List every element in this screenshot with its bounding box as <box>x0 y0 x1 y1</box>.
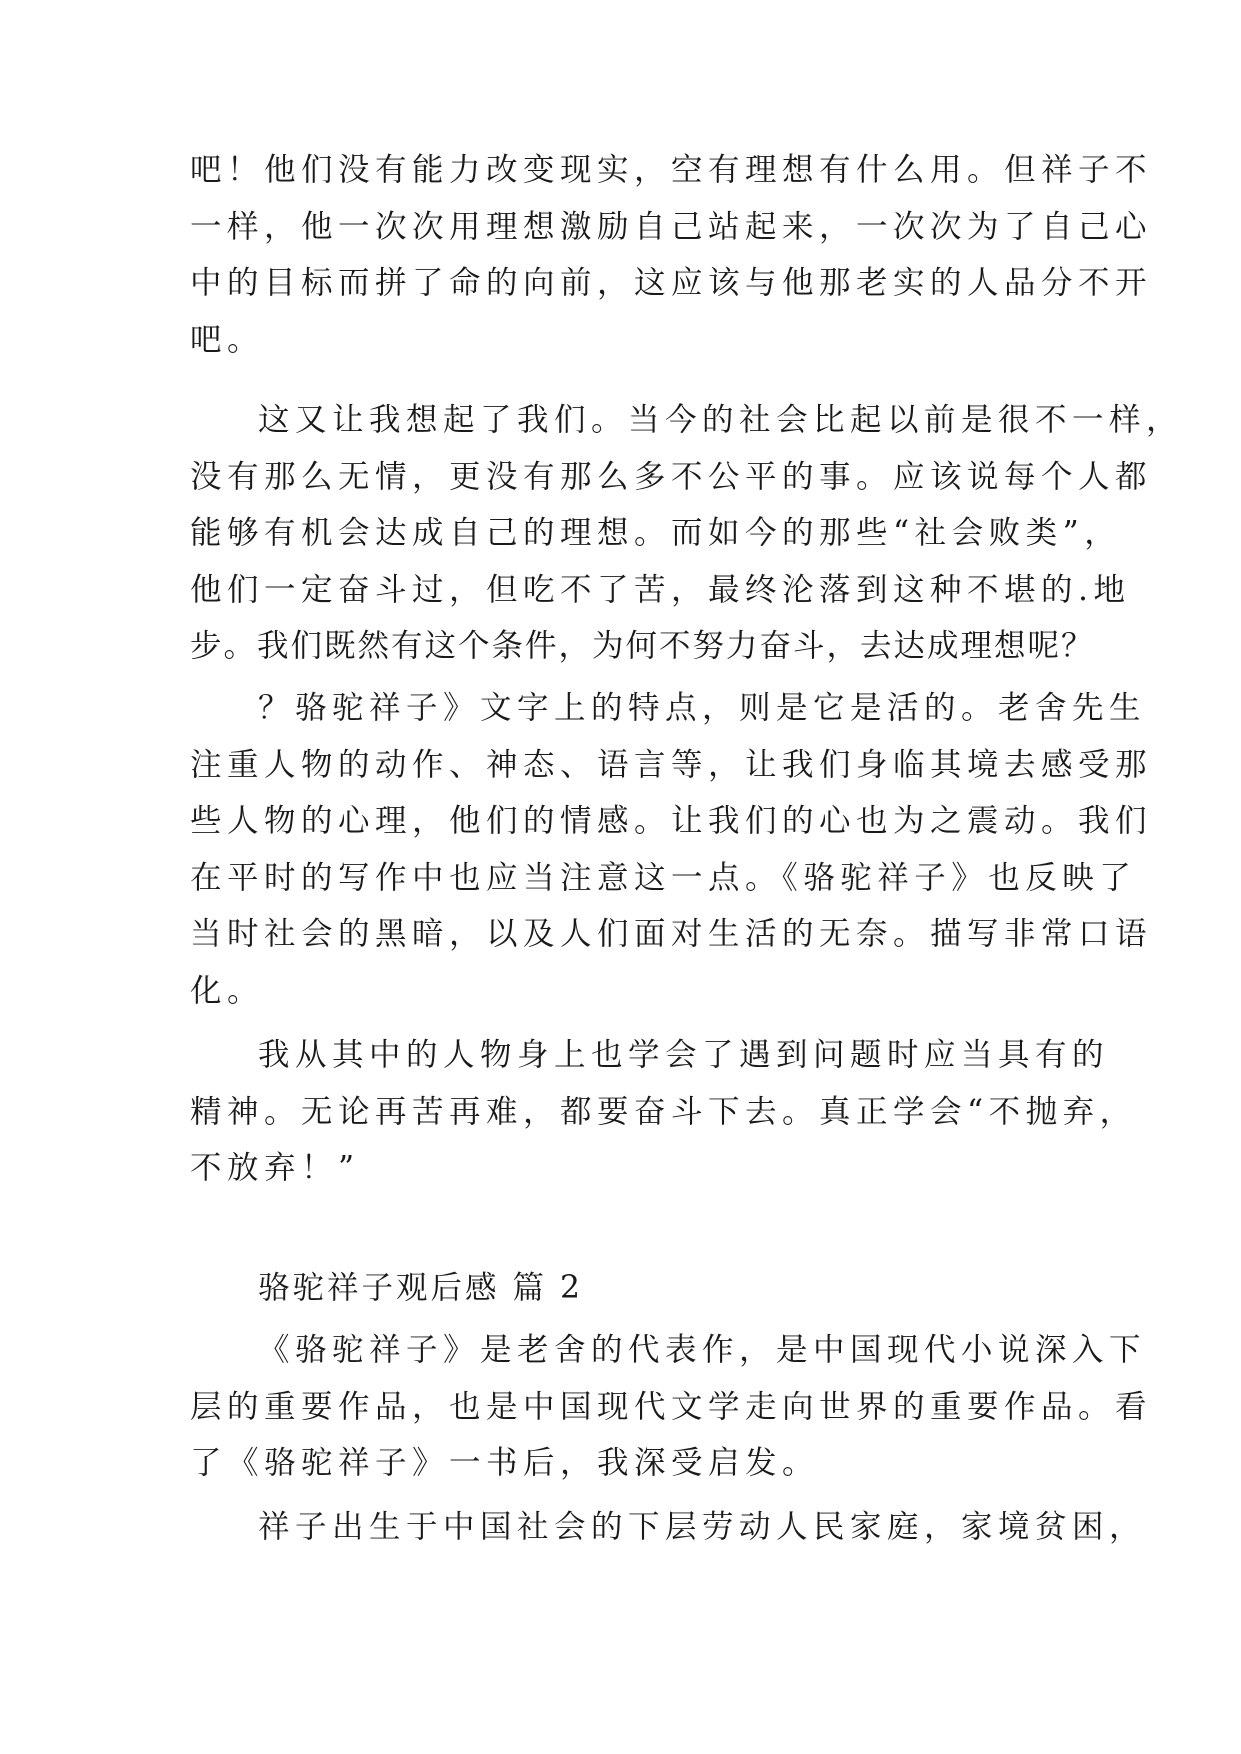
paragraph-line: 祥子出生于中国社会的下层劳动人民家庭，家境贫困， <box>258 1509 1147 1545</box>
paragraph-line: 能够有机会达成自己的理想。而如今的那些“社会败类”， <box>190 515 1122 551</box>
paragraph-line: 《骆驼祥子》是老舍的代表作，是中国现代小说深入下 <box>258 1332 1147 1368</box>
paragraph-line: 我从其中的人物身上也学会了遇到问题时应当具有的 <box>258 1037 1110 1073</box>
paragraph-line: 这又让我想起了我们。当今的社会比起以前是很不一样， <box>258 402 1184 438</box>
paragraph-line: 他们一定奋斗过，但吃不了苦，最终沦落到这种不堪的.地 <box>190 572 1131 608</box>
paragraph-line: 没有那么无情，更没有那么多不公平的事。应该说每个人都 <box>190 459 1153 495</box>
paragraph-line: 了《骆驼祥子》一书后，我深受启发。 <box>190 1445 820 1481</box>
section-heading: 骆驼祥子观后感 篇 2 <box>258 1270 584 1306</box>
paragraph-line: 步。我们既然有这个条件，为何不努力奋斗，去达成理想呢？ <box>190 628 1095 664</box>
paragraph-line: 化。 <box>190 973 265 1009</box>
paragraph-line: ？骆驼祥子》文字上的特点，则是它是活的。老舍先生 <box>258 690 1147 726</box>
paragraph-line: 吧。 <box>190 322 265 358</box>
paragraph-line: 精神。无论再苦再难，都要奋斗下去。真正学会“不抛弃， <box>190 1094 1137 1130</box>
paragraph-line: 当时社会的黑暗，以及人们面对生活的无奈。描写非常口语 <box>190 916 1153 952</box>
paragraph-line: 中的目标而拼了命的向前，这应该与他那老实的人品分不开 <box>190 265 1153 301</box>
paragraph-line: 注重人物的动作、神态、语言等，让我们身临其境去感受那 <box>190 747 1153 783</box>
paragraph-line: 不放弃！” <box>190 1150 360 1186</box>
paragraph-line: 吧！他们没有能力改变现实，空有理想有什么用。但祥子不 <box>190 152 1153 188</box>
paragraph-line: 在平时的写作中也应当注意这一点。《骆驼祥子》也反映了 <box>190 860 1137 896</box>
paragraph-line: 一样，他一次次用理想激励自己站起来，一次次为了自己心 <box>190 209 1153 245</box>
paragraph-line: 些人物的心理，他们的情感。让我们的心也为之震动。我们 <box>190 803 1153 839</box>
paragraph-line: 层的重要作品，也是中国现代文学走向世界的重要作品。看 <box>190 1389 1153 1425</box>
